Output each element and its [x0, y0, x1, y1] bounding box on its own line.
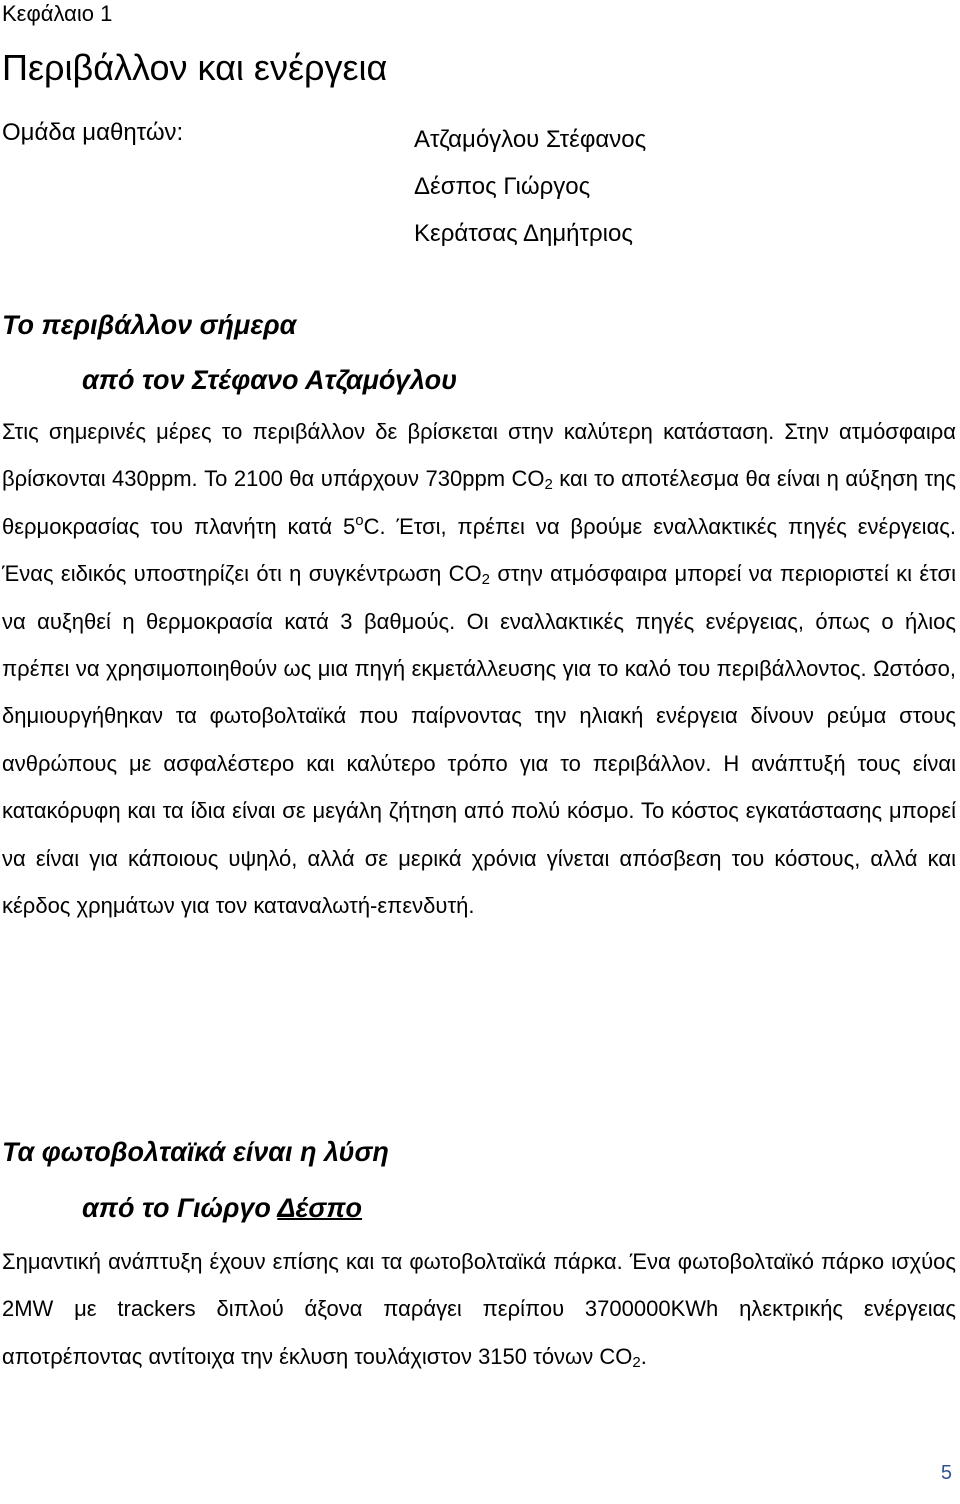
section-title: Το περιβάλλον σήμερα: [2, 310, 297, 340]
author-prefix: από τον: [82, 365, 193, 395]
section-title: Τα φωτοβολταϊκά είναι η λύση: [2, 1137, 389, 1167]
section-paragraph: Στις σημερινές μέρες το περιβάλλον δε βρίσκεται στην καλύτερη κατάσταση. Στην ατμόσφαιρα βρίσκονται 430ppm. Το 2100 θα υπάρχουν 730ppm $CO_2$ και το αποτέλεσμα θα είναι η αύξηση της θερμοκρασίας του πλανήτη κατά $5^oC$. Έτσι, πρέπει να βρούμε εναλλακτικές πηγές ενέργειας. Ένας ειδικός υποστηρίζει ότι η συγκέντρωση $CO_2$ στην ατμόσφαιρα μπορεί να περιοριστεί κι έτσι να αυξηθεί η θερμοκρασία κατά 3 βαθμούς. Οι εναλλακτικές πηγές ενέργειας, όπως ο ήλιος πρέπει να χρησιμοποιηθούν ως μια πηγή εκμετάλλευσης για το καλό του περιβάλλοντος. Ωστόσο, δημιουργήθηκαν τα φωτοβολταϊκά που παίρνοντας την ηλιακή ενέργεια δίνουν ρεύμα στους ανθρώπους με ασφαλέστερο και καλύτερο τρόπο για το περιβάλλον. Η ανάπτυξή τους είναι κατακόρυφη και τα ίδια είναι σε μεγάλη ζήτηση από πολύ κόσμο. Το κόστος εγκατάστασης μπορεί να είναι για κάποιους υψηλό, αλλά σε μερικά χρόνια γίνεται απόσβεση του κόστους, αλλά και κέρδος χρημάτων για τον καταναλωτή-επενδυτή.: [2, 419, 957, 919]
author-prefix: από το Γιώργο: [82, 1193, 278, 1223]
team-member: Δέσπος Γιώργος: [414, 173, 591, 200]
section-author: [82, 1188, 362, 1228]
team-member: Ατζαμόγλου Στέφανος: [414, 126, 647, 153]
team-members: [414, 116, 646, 257]
document-title: Περιβάλλον και ενέργεια: [2, 47, 388, 88]
section-paragraph: Σημαντική ανάπτυξη έχουν επίσης και τα φωτοβολταϊκά πάρκα. Ένα φωτοβολταϊκό πάρκο ισχύος 2MW με trackers διπλού άξονα παράγει περίπου 3700000KWh ηλεκτρικής ενέργειας αποτρέποντας αντίτοιχα την έκλυση τουλάχιστον 3150 τόνων $CO_2$.: [2, 1249, 956, 1371]
author-name: Στέφανο Ατζαμόγλου: [192, 365, 458, 395]
author-name: Δέσπο: [277, 1193, 363, 1223]
chapter-label: Κεφάλαιο 1: [2, 1, 113, 26]
team-label: Ομάδα μαθητών:: [2, 119, 184, 146]
section-author: [82, 360, 457, 400]
team-member: Κεράτσας Δημήτριος: [414, 220, 633, 247]
page-number: 5: [940, 1462, 952, 1484]
